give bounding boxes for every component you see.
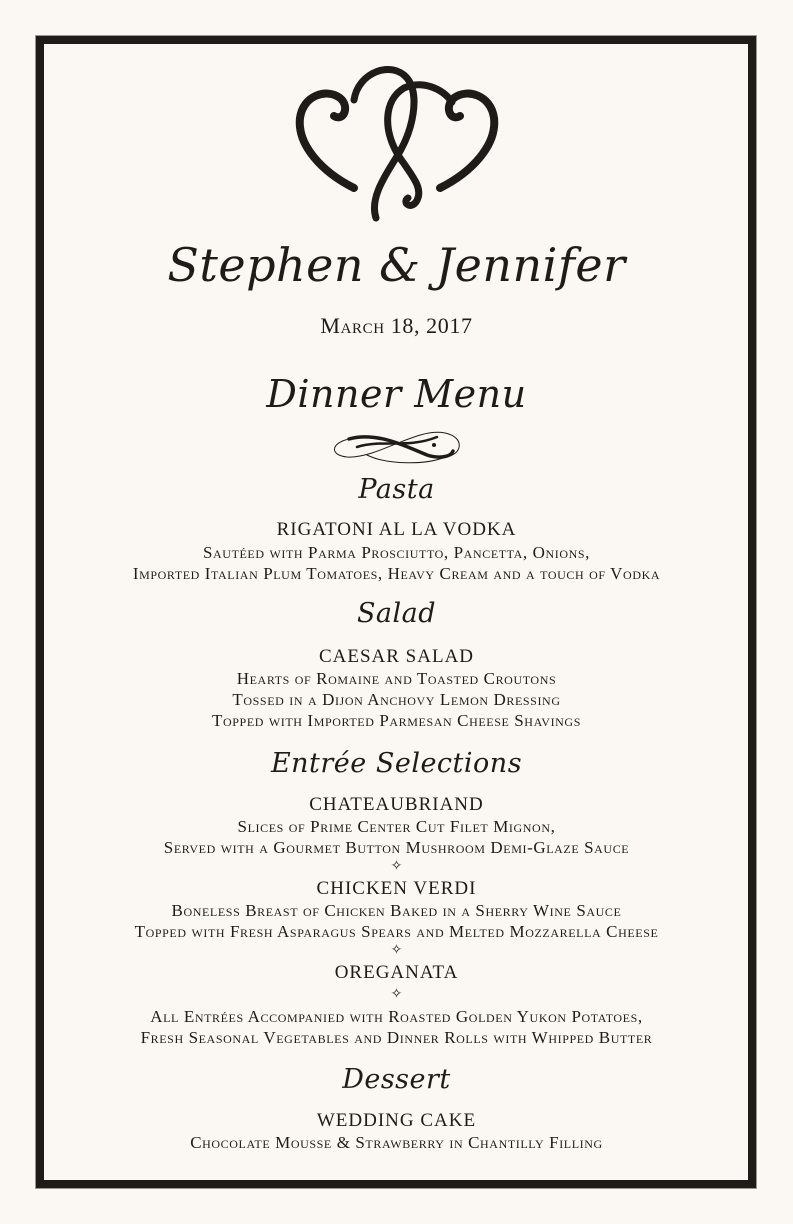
dish-description: Served with a Gourmet Button Mushroom Demi-Glaze Sauce	[163, 838, 630, 857]
dish-description: Sautéed with Parma Prosciutto, Pancetta, Onions,	[202, 543, 591, 562]
star-separator-icon: ✧	[390, 859, 403, 874]
entree-note: All Entrées Accompanied with Roasted Golden Yukon Potatoes,	[150, 1007, 643, 1026]
dish-name: RIGATONI AL LA VODKA	[276, 519, 517, 540]
star-separator-icon: ✧	[390, 987, 403, 1002]
couple-names: Stephen & Jennifer	[167, 238, 626, 292]
dish-description: Chocolate Mousse & Strawberry in Chantilly Filling	[190, 1133, 603, 1152]
dish-description: Topped with Imported Parmesan Cheese Shavings	[212, 711, 581, 730]
dish-name: CHATEAUBRIAND	[309, 794, 484, 815]
dish-description: Boneless Breast of Chicken Baked in a Sherry Wine Sauce	[171, 901, 622, 920]
dish-name: WEDDING CAKE	[316, 1110, 477, 1131]
dish-description: Slices of Prime Center Cut Filet Mignon,	[237, 817, 556, 836]
dish-description: Hearts of Romaine and Toasted Croutons	[236, 669, 557, 688]
dish-name: CHICKEN VERDI	[316, 878, 477, 899]
event-date: March 18, 2017	[320, 313, 473, 338]
section-title-pasta: Pasta	[358, 474, 435, 505]
dish-name: OREGANATA	[334, 962, 459, 983]
dish-description: Imported Italian Plum Tomatoes, Heavy Cream and a touch of Vodka	[132, 564, 661, 583]
dish-name: CAESAR SALAD	[318, 646, 475, 667]
section-title-salad: Salad	[356, 598, 437, 629]
entree-note: Fresh Seasonal Vegetables and Dinner Rolls with Whipped Butter	[140, 1028, 653, 1047]
menu-title: Dinner Menu	[266, 372, 527, 416]
dish-description: Topped with Fresh Asparagus Spears and Melted Mozzarella Cheese	[134, 922, 659, 941]
dish-description: Tossed in a Dijon Anchovy Lemon Dressing	[232, 690, 561, 709]
flourish-divider-icon	[0, 425, 793, 472]
star-separator-icon: ✧	[390, 943, 403, 958]
interlocking-hearts-icon	[0, 60, 793, 227]
section-title-dessert: Dessert	[342, 1064, 451, 1095]
section-title-entree: Entrée Selections	[270, 748, 523, 779]
